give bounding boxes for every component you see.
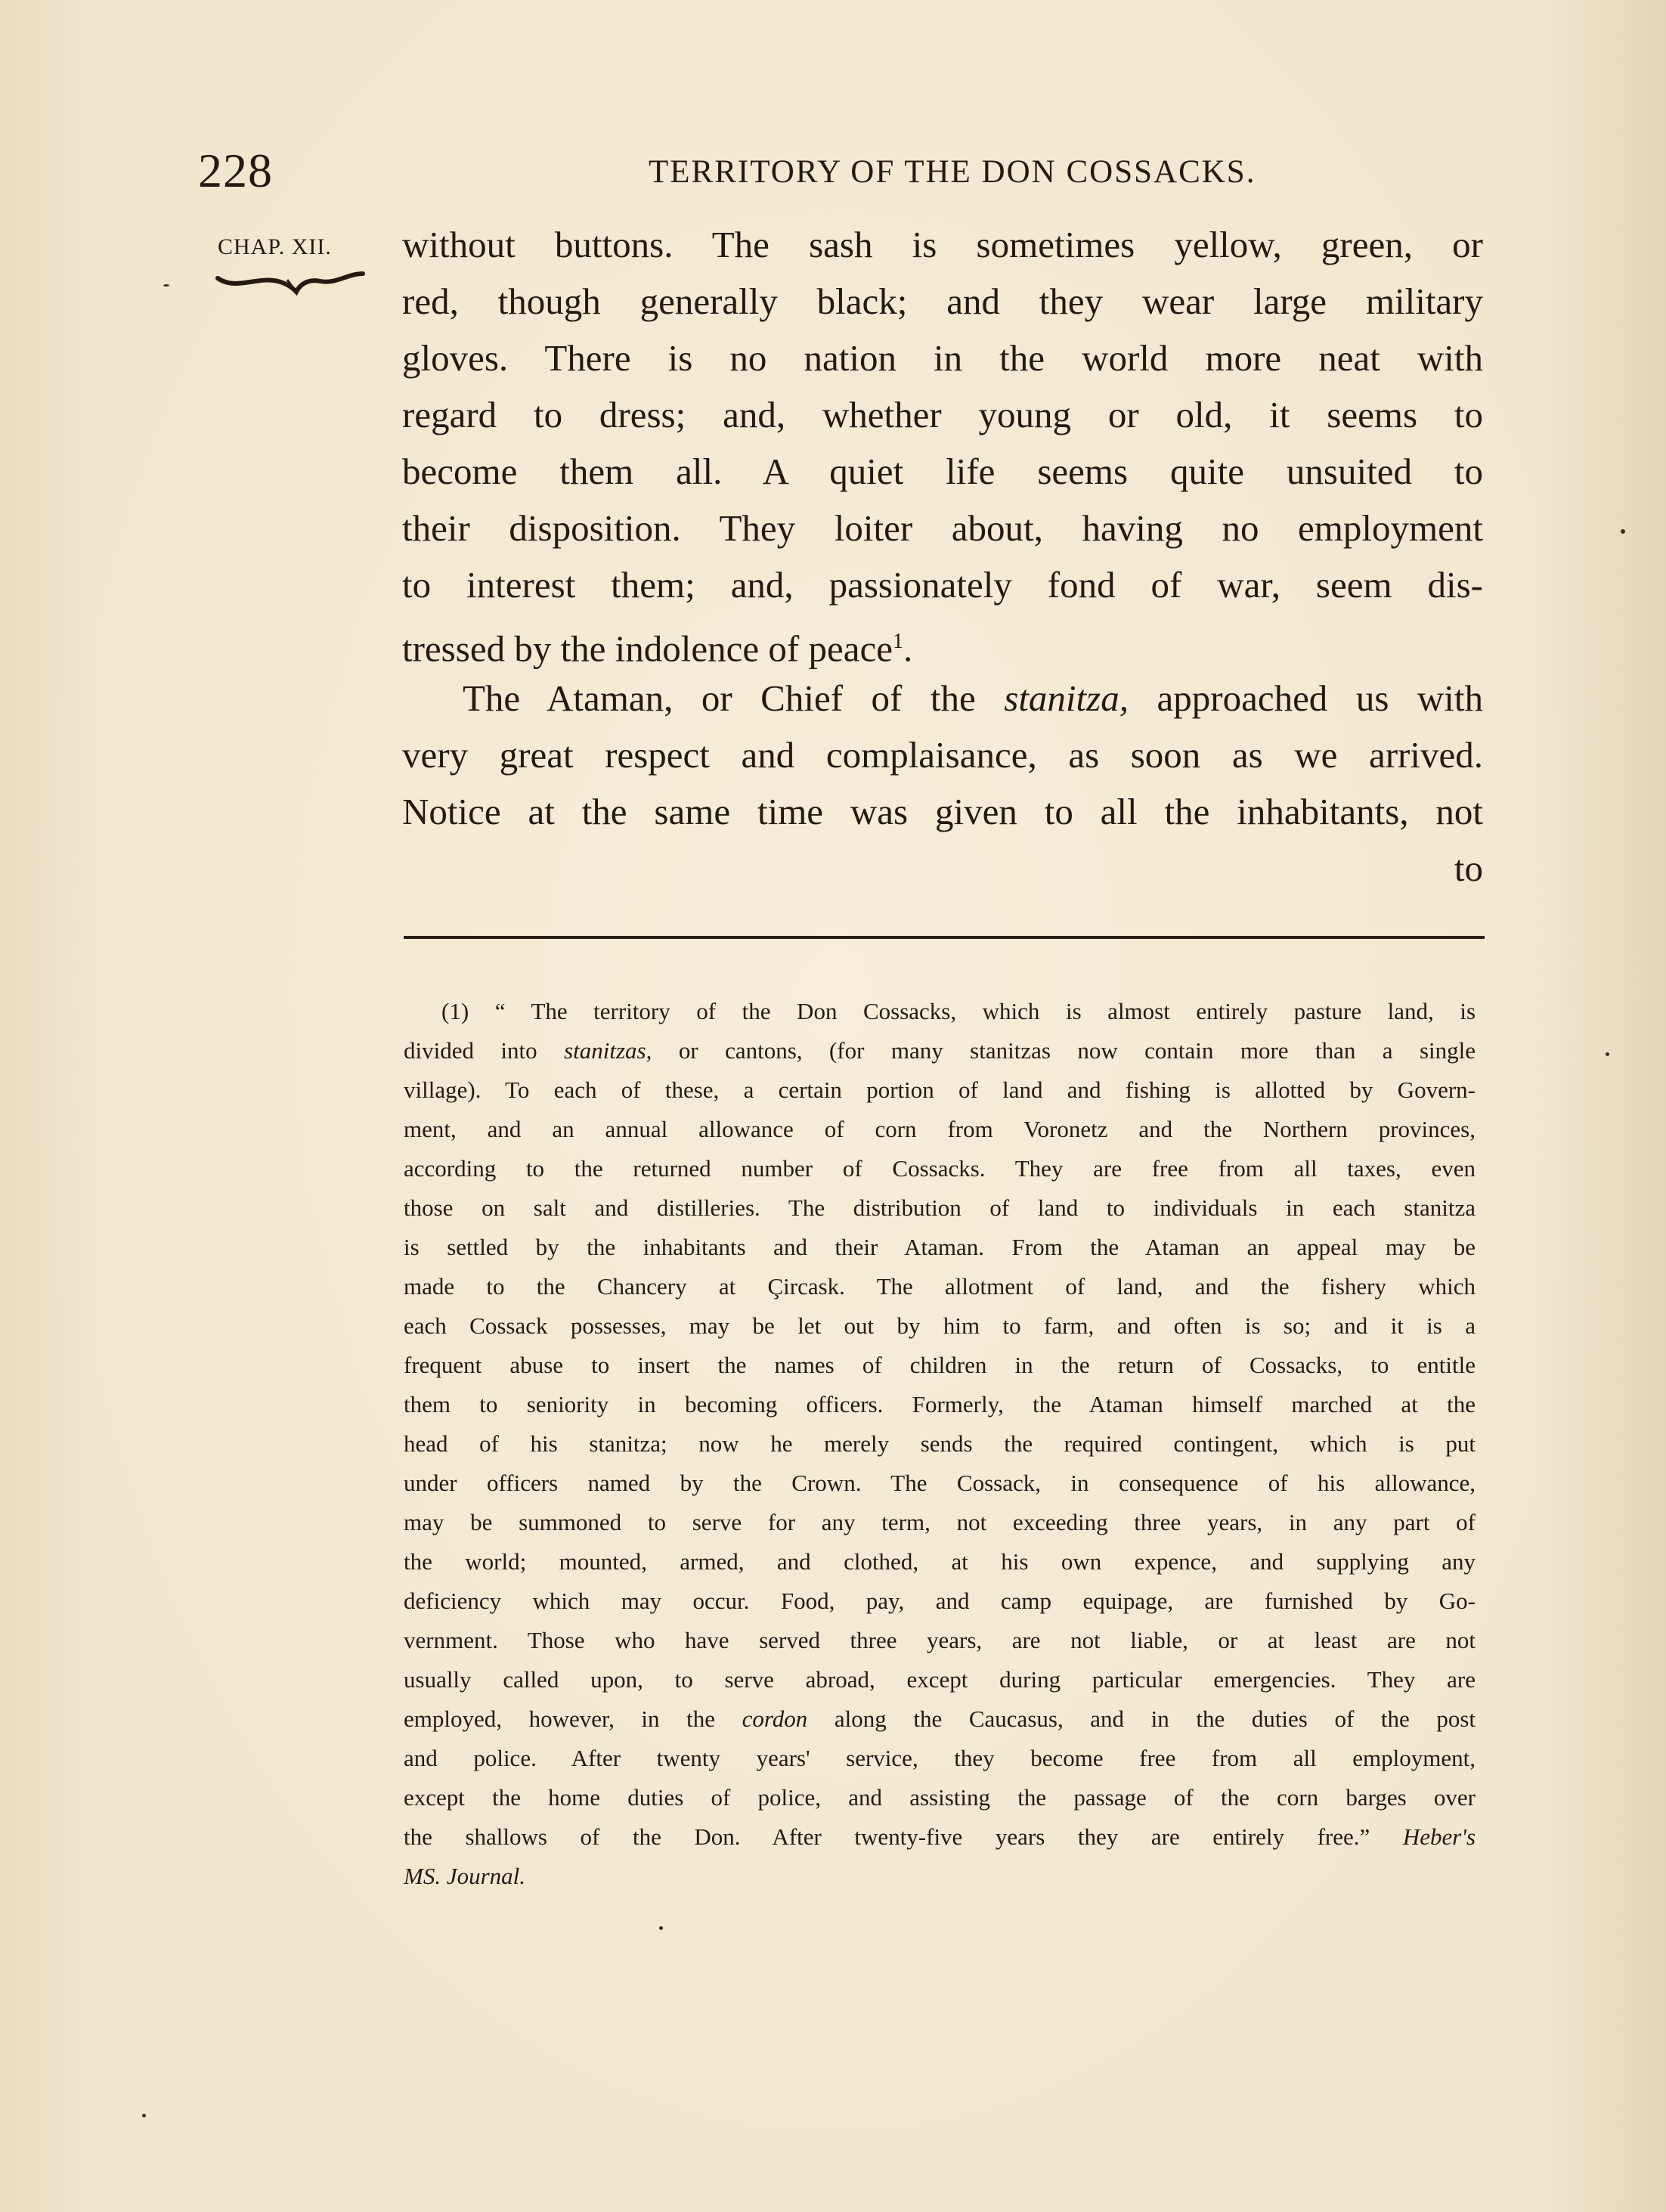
paper-speck bbox=[1621, 529, 1625, 534]
text-line: their disposition. They loiter about, having no employment bbox=[402, 507, 1483, 549]
text-fragment: divided into bbox=[404, 1037, 537, 1064]
footnote-line: them to seniority in becoming officers. Formerly, the Ataman himself marched at the bbox=[404, 1391, 1476, 1417]
ornamental-flourish-icon bbox=[215, 269, 366, 299]
paper-speck bbox=[659, 1926, 663, 1930]
footnote-line bbox=[404, 1817, 1476, 1857]
footnote-divider bbox=[404, 936, 1485, 939]
paper-speck bbox=[1606, 1052, 1609, 1056]
footnote-line: is settled by the inhabitants and their Ataman. From the Ataman an appeal may be bbox=[404, 1234, 1476, 1260]
italic-term: stanitza, bbox=[1004, 677, 1129, 719]
footnote-line: vernment. Those who have served three years, are not liable, or at least are not bbox=[404, 1627, 1476, 1653]
text-fragment: the shallows of the Don. After twenty-five years they are entirely free.” bbox=[404, 1823, 1370, 1850]
text-fragment: or cantons, (for many stanitzas now contain more than a single bbox=[678, 1037, 1476, 1064]
footnote-line: usually called upon, to serve abroad, except during particular emergencies. They are bbox=[404, 1666, 1476, 1693]
text-fragment: along the Caucasus, and in the duties of the post bbox=[834, 1705, 1476, 1732]
text-fragment: “ The territory of the Don Cossacks, which is almost entirely pasture land, is bbox=[494, 998, 1476, 1024]
footnote-line: made to the Chancery at Çircask. The allotment of land, and the fishery which bbox=[404, 1273, 1476, 1300]
text-line bbox=[402, 613, 1483, 670]
footnote-line: except the home duties of police, and assisting the passage of the corn barges over bbox=[404, 1784, 1476, 1811]
text-line: to interest them; and, passionately fond of war, seem dis- bbox=[402, 564, 1483, 606]
footnote-line bbox=[404, 1031, 1476, 1070]
footnote bbox=[404, 992, 1476, 1896]
footnote-line bbox=[404, 1857, 1476, 1896]
footnote-marker: (1) bbox=[441, 998, 469, 1024]
text-fragment: approached us with bbox=[1157, 677, 1484, 719]
footnote-line: ment, and an annual allowance of corn from Voronetz and the Northern provinces, bbox=[404, 1116, 1476, 1142]
italic-term: cordon bbox=[742, 1705, 808, 1732]
main-text bbox=[402, 216, 1483, 897]
text-line: gloves. There is no nation in the world more neat with bbox=[402, 337, 1483, 379]
footnote-line: each Cossack possesses, may be let out by him to farm, and often is so; and it is a bbox=[404, 1312, 1476, 1339]
footnote-line: deficiency which may occur. Food, pay, and camp equipage, are furnished by Go- bbox=[404, 1588, 1476, 1614]
text-line: regard to dress; and, whether young or old, it seems to bbox=[402, 394, 1483, 435]
text-line bbox=[402, 670, 1483, 726]
footnote-line: the world; mounted, armed, and clothed, at his own expence, and supplying any bbox=[404, 1548, 1476, 1575]
text-line: without buttons. The sash is sometimes yellow, green, or bbox=[402, 224, 1483, 265]
italic-term: stanitzas, bbox=[564, 1037, 652, 1064]
footnote-line: may be summoned to serve for any term, not exceeding three years, in any part of bbox=[404, 1509, 1476, 1535]
footnote-line: head of his stanitza; now he merely sends the required contingent, which is put bbox=[404, 1430, 1476, 1457]
text-fragment: . bbox=[903, 627, 913, 670]
footnote-line: under officers named by the Crown. The Cossack, in consequence of his allowance, bbox=[404, 1470, 1476, 1496]
footnote-line: according to the returned number of Cossacks. They are free from all taxes, even bbox=[404, 1155, 1476, 1182]
text-line: become them all. A quiet life seems quite unsuited to bbox=[402, 451, 1483, 492]
source-author: Heber's bbox=[1402, 1823, 1476, 1850]
footnote-line bbox=[404, 992, 1476, 1031]
footnote-line: those on salt and distilleries. The distribution of land to individuals in each stanitza bbox=[404, 1194, 1476, 1221]
footnote-line: village). To each of these, a certain portion of land and fishing is allotted by Govern- bbox=[404, 1077, 1476, 1103]
text-fragment: employed, however, in the bbox=[404, 1705, 716, 1732]
paper-speck bbox=[163, 284, 169, 287]
text-line: Notice at the same time was given to all the inhabitants, not bbox=[402, 791, 1483, 832]
footnote-line bbox=[404, 1699, 1476, 1739]
page-number: 228 bbox=[198, 144, 273, 197]
footnote-line: frequent abuse to insert the names of children in the return of Cossacks, to entitle bbox=[404, 1352, 1476, 1378]
footnote-line: and police. After twenty years' service, they become free from all employment, bbox=[404, 1745, 1476, 1771]
running-title: TERRITORY OF THE DON COSSACKS. bbox=[649, 154, 1256, 190]
catchword: to bbox=[1454, 847, 1483, 889]
chapter-label: CHAP. XII. bbox=[218, 234, 332, 259]
footnote-reference: 1 bbox=[892, 630, 903, 653]
text-line: red, though generally black; and they wear large military bbox=[402, 280, 1483, 322]
text-line: very great respect and complaisance, as soon as we arrived. bbox=[402, 734, 1483, 776]
source-title: MS. Journal. bbox=[404, 1863, 526, 1889]
text-fragment: The Ataman, or Chief of the bbox=[463, 677, 976, 719]
paper-speck bbox=[142, 2114, 146, 2118]
text-fragment: tressed by the indolence of peace bbox=[402, 627, 893, 670]
